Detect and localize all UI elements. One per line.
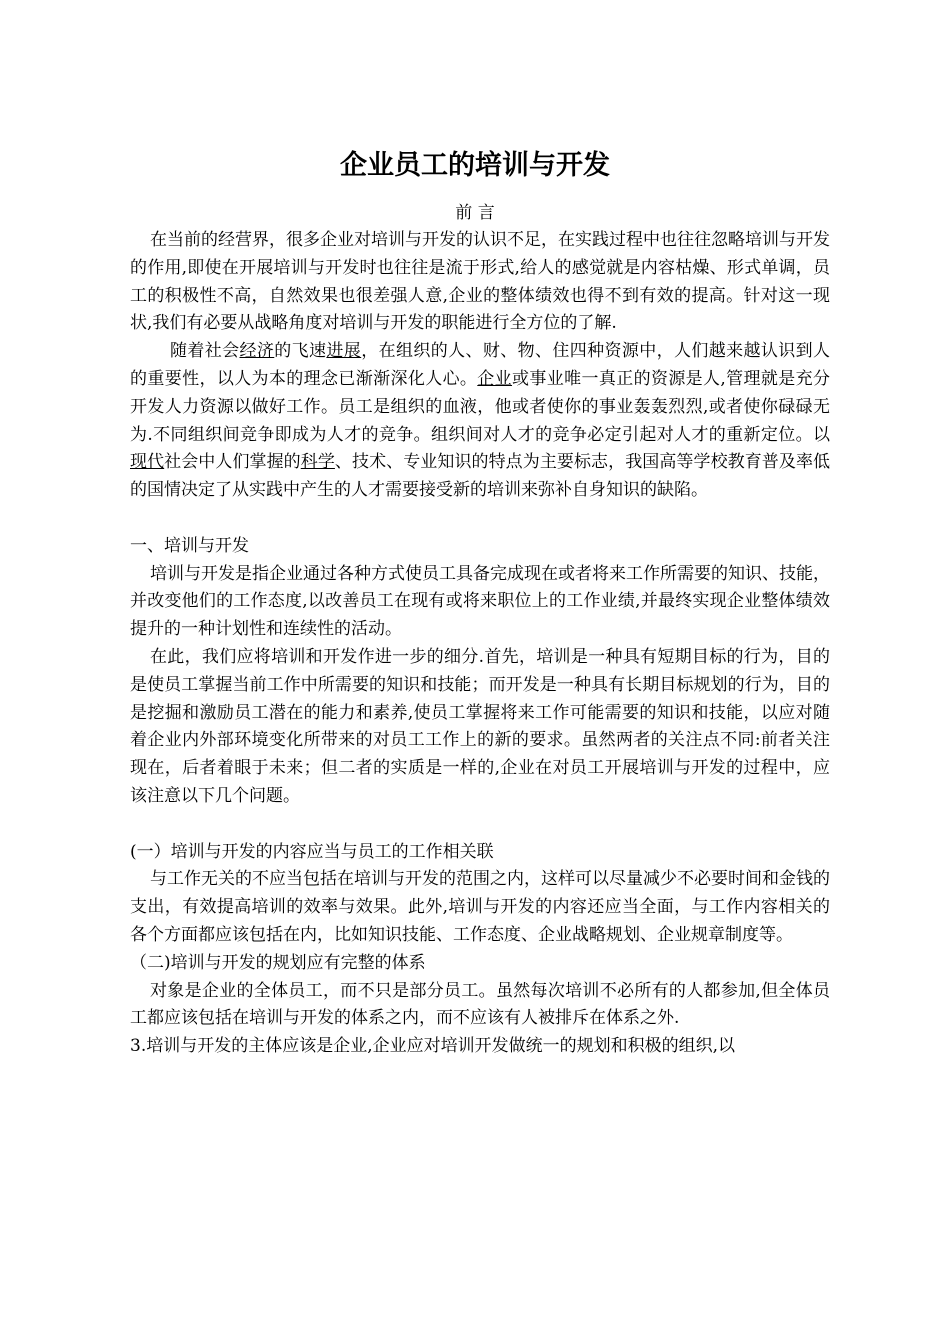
- text-run: ，在组织的人、财、物、住四种资源中，人们越来越认识到人的重要性，以人为本的理念已渐渐深化人心。: [130, 341, 831, 389]
- subsection-1-paragraph: 与工作无关的不应当包括在培训与开发的范围之内，这样可以尽量减少不必要时间和金钱的支出，有效提高培训的效率与效果。此外,培训与开发的内容还应当全面，与工作内容相关的各个方面都应该包括在内，比如知识技能、工作态度、企业战略规划、企业规章制度等。: [130, 869, 830, 945]
- subsection-2-heading: （二)培训与开发的规划应有完整的体系: [130, 952, 426, 973]
- section-1-paragraph-1: 培训与开发是指企业通过各种方式使员工具备完成现在或者将来工作所需要的知识、技能，并改变他们的工作态度,以改善员工在现有或将来职位上的工作业绩,并最终实现企业整体绩效提升的一种计划性和连续性的活动。: [130, 563, 830, 640]
- section-1-paragraph-2: 在此，我们应将培训和开发作进一步的细分.首先，培训是一种具有短期目标的行为，目的是使员工掌握当前工作中所需要的知识和技能；而开发是一种具有长期目标规划的行为，目的是挖掘和激励员工潜在的能力和素养,使员工掌握将来工作可能需要的知识和技能，以应对随着企业内外部环境变化所带来的对员工工作上的新的要求。虽然两者的关注点不同:前者关注现在，后者着眼于未来；但二者的实质是一样的,企业在对员工开展培训与开发的过程中，应该注意以下几个问题。: [130, 646, 830, 806]
- blank-line: [130, 811, 830, 839]
- text-run: 或事业唯一真正的资源是人,管理就是充分开发人力资源以做好工作。员工是组织的血液，他或者使你的事业轰轰烈烈,或者使你碌碌无为.不同组织间竞争即成为人才的竞争。组织间对人才的竞争必定引起对人才的重新定位。以: [130, 368, 831, 445]
- link-modern[interactable]: 现代: [130, 452, 165, 473]
- link-progress[interactable]: 进展: [326, 341, 362, 362]
- document-body: [130, 227, 830, 1061]
- subsection-3-paragraph: 3.培训与开发的主体应该是企业,企业应对培训开发做统一的规划和积极的组织,以: [130, 1036, 736, 1057]
- text-run: 社会中人们掌握的: [164, 452, 301, 473]
- text-run: 随着社会: [170, 341, 240, 362]
- preface-paragraph-1: 在当前的经营界，很多企业对培训与开发的认识不足，在实践过程中也往往忽略培训与开发的作用,即使在开展培训与开发时也往往是流于形式,给人的感觉就是内容枯燥、形式单调，员工的积极性不高，自然效果也很差强人意,企业的整体绩效也得不到有效的提高。针对这一现状,我们有必要从战略角度对培训与开发的职能进行全方位的了解.: [130, 230, 830, 334]
- subsection-2-paragraph: 对象是企业的全体员工，而不只是部分员工。虽然每次培训不必所有的人都参加,但全体员工都应该包括在培训与开发的体系之内，而不应该有人被排斥在体系之外.: [130, 980, 830, 1029]
- link-economy[interactable]: 经济: [239, 341, 275, 362]
- link-enterprise[interactable]: 企业: [477, 368, 513, 389]
- document-title: 企业员工的培训与开发: [340, 150, 610, 181]
- preface-heading: 前 言: [455, 203, 495, 223]
- section-1-heading: 一、培训与开发: [130, 535, 249, 556]
- text-run: 的飞速: [274, 341, 327, 362]
- subsection-1-heading: (一）培训与开发的内容应当与员工的工作相关联: [130, 841, 494, 862]
- text-run: 、技术、专业知识的特点为主要标志，我国高等学校教育普及率低的国情决定了从实践中产生的人才需要接受新的培训来弥补自身知识的缺陷。: [130, 452, 831, 501]
- blank-line: [130, 505, 830, 533]
- link-science[interactable]: 科学: [300, 452, 335, 473]
- preface-paragraph-2: [130, 338, 830, 505]
